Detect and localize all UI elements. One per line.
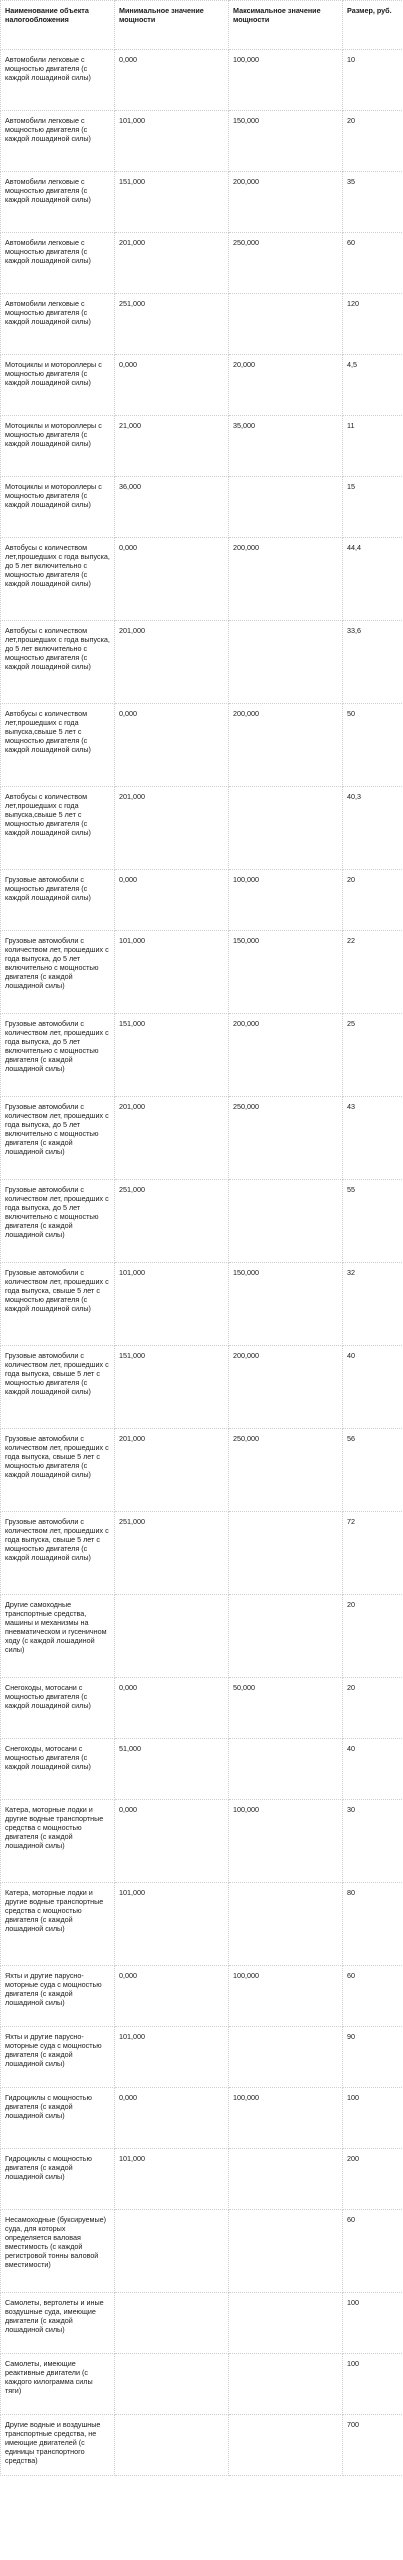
cell-rate: 35 [343, 172, 403, 233]
cell-object-name: Грузовые автомобили с количеством лет, прошедших с года выпуска, свыше 5 лет с мощностью двигателя (с каждой лошадиной силы) [1, 1512, 115, 1595]
table-row [1, 2210, 403, 2293]
cell-object-name: Автобусы с количеством лет,прошедших с года выпуска, до 5 лет включительно с мощностью двигателя (с каждой лошадиной силы) [1, 538, 115, 621]
cell-min-power: 101,000 [115, 931, 229, 1014]
table-row [1, 931, 403, 1014]
cell-min-power: 251,000 [115, 294, 229, 355]
cell-rate: 33,6 [343, 621, 403, 704]
table-row [1, 2027, 403, 2088]
cell-rate: 72 [343, 1512, 403, 1595]
table-row [1, 355, 403, 416]
cell-object-name: Яхты и другие парусно-моторные суда с мощностью двигателя (с каждой лошадиной силы) [1, 1966, 115, 2027]
cell-min-power: 101,000 [115, 2149, 229, 2210]
table-row [1, 870, 403, 931]
cell-min-power: 0,000 [115, 50, 229, 111]
cell-object-name: Грузовые автомобили с количеством лет, прошедших с года выпуска, свыше 5 лет с мощностью двигателя (с каждой лошадиной силы) [1, 1346, 115, 1429]
cell-object-name: Самолеты, имеющие реактивные двигатели (с каждого килограмма силы тяги) [1, 2354, 115, 2415]
cell-rate: 100 [343, 2293, 403, 2354]
cell-max-power: 35,000 [229, 416, 343, 477]
cell-max-power: 250,000 [229, 1429, 343, 1512]
cell-max-power [229, 2354, 343, 2415]
cell-rate: 43 [343, 1097, 403, 1180]
cell-rate: 44,4 [343, 538, 403, 621]
cell-max-power [229, 2210, 343, 2293]
table-row [1, 704, 403, 787]
cell-object-name: Мотоциклы и мотороллеры с мощностью двигателя (с каждой лошадиной силы) [1, 355, 115, 416]
cell-max-power [229, 1180, 343, 1263]
cell-object-name: Другие самоходные транспортные средства, машины и механизмы на пневматическом и гусеничном ходу (с каждой лошадиной силы) [1, 1595, 115, 1678]
cell-min-power: 0,000 [115, 2088, 229, 2149]
cell-object-name: Грузовые автомобили с количеством лет, прошедших с года выпуска, до 5 лет включительно с мощностью двигателя (с каждой лошадиной силы) [1, 931, 115, 1014]
cell-rate: 60 [343, 1966, 403, 2027]
cell-min-power: 51,000 [115, 1739, 229, 1800]
table-row [1, 1595, 403, 1678]
header-min-power: Минимальное значение мощности [115, 1, 229, 50]
cell-min-power: 201,000 [115, 1429, 229, 1512]
table-row [1, 1883, 403, 1966]
cell-rate: 80 [343, 1883, 403, 1966]
table-row [1, 50, 403, 111]
cell-max-power [229, 787, 343, 870]
cell-rate: 4,5 [343, 355, 403, 416]
header-rate: Размер, руб. [343, 1, 403, 50]
table-row [1, 416, 403, 477]
cell-rate: 120 [343, 294, 403, 355]
cell-min-power: 201,000 [115, 787, 229, 870]
cell-max-power [229, 1883, 343, 1966]
cell-max-power: 100,000 [229, 2088, 343, 2149]
cell-object-name: Автобусы с количеством лет,прошедших с года выпуска,свыше 5 лет с мощностью двигателя (с каждой лошадиной силы) [1, 787, 115, 870]
cell-object-name: Самолеты, вертолеты и иные воздушные суда, имеющие двигатели (с каждой лошадиной силы) [1, 2293, 115, 2354]
cell-object-name: Автобусы с количеством лет,прошедших с года выпуска,свыше 5 лет с мощностью двигателя (с каждой лошадиной силы) [1, 704, 115, 787]
cell-max-power [229, 294, 343, 355]
cell-rate: 200 [343, 2149, 403, 2210]
cell-min-power: 151,000 [115, 1014, 229, 1097]
cell-object-name: Автомобили легковые с мощностью двигателя (с каждой лошадиной силы) [1, 294, 115, 355]
cell-rate: 100 [343, 2354, 403, 2415]
table-row [1, 2088, 403, 2149]
cell-object-name: Катера, моторные лодки и другие водные транспортные средства с мощностью двигателя (с каждой лошадиной силы) [1, 1800, 115, 1883]
cell-min-power [115, 1595, 229, 1678]
cell-rate: 20 [343, 111, 403, 172]
header-object-name: Наименование объекта налогообложения [1, 1, 115, 50]
cell-min-power: 0,000 [115, 355, 229, 416]
table-row [1, 1097, 403, 1180]
cell-object-name: Грузовые автомобили с количеством лет, прошедших с года выпуска, свыше 5 лет с мощностью двигателя (с каждой лошадиной силы) [1, 1429, 115, 1512]
table-row [1, 172, 403, 233]
table-row [1, 1429, 403, 1512]
cell-rate: 40 [343, 1739, 403, 1800]
cell-rate: 20 [343, 1678, 403, 1739]
cell-rate: 700 [343, 2415, 403, 2476]
cell-rate: 25 [343, 1014, 403, 1097]
cell-max-power: 250,000 [229, 233, 343, 294]
cell-max-power [229, 477, 343, 538]
cell-object-name: Снегоходы, мотосани с мощностью двигателя (с каждой лошадиной силы) [1, 1678, 115, 1739]
cell-max-power: 200,000 [229, 538, 343, 621]
cell-max-power [229, 1595, 343, 1678]
cell-object-name: Грузовые автомобили с количеством лет, прошедших с года выпуска, до 5 лет включительно с мощностью двигателя (с каждой лошадиной силы) [1, 1180, 115, 1263]
cell-min-power: 151,000 [115, 1346, 229, 1429]
table-row [1, 1800, 403, 1883]
cell-min-power: 251,000 [115, 1512, 229, 1595]
cell-min-power: 201,000 [115, 1097, 229, 1180]
table-row [1, 2149, 403, 2210]
cell-max-power: 20,000 [229, 355, 343, 416]
cell-min-power: 36,000 [115, 477, 229, 538]
table-row [1, 1512, 403, 1595]
cell-max-power [229, 1739, 343, 1800]
table-header [1, 1, 403, 50]
table-row [1, 538, 403, 621]
cell-rate: 60 [343, 233, 403, 294]
cell-rate: 100 [343, 2088, 403, 2149]
table-row [1, 1739, 403, 1800]
cell-object-name: Грузовые автомобили с количеством лет, прошедших с года выпуска, до 5 лет включительно с мощностью двигателя (с каждой лошадиной силы) [1, 1097, 115, 1180]
table-row [1, 1678, 403, 1739]
cell-object-name: Грузовые автомобили с мощностью двигателя (с каждой лошадиной силы) [1, 870, 115, 931]
cell-rate: 10 [343, 50, 403, 111]
header-row [1, 1, 403, 50]
cell-object-name: Яхты и другие парусно-моторные суда с мощностью двигателя (с каждой лошадиной силы) [1, 2027, 115, 2088]
header-max-power: Максимальное значение мощности [229, 1, 343, 50]
cell-object-name: Автомобили легковые с мощностью двигателя (с каждой лошадиной силы) [1, 111, 115, 172]
cell-min-power: 251,000 [115, 1180, 229, 1263]
table-row [1, 2293, 403, 2354]
cell-min-power: 201,000 [115, 233, 229, 294]
table-row [1, 294, 403, 355]
cell-rate: 40,3 [343, 787, 403, 870]
cell-rate: 60 [343, 2210, 403, 2293]
cell-object-name: Грузовые автомобили с количеством лет, прошедших с года выпуска, свыше 5 лет с мощностью двигателя (с каждой лошадиной силы) [1, 1263, 115, 1346]
cell-min-power: 0,000 [115, 1966, 229, 2027]
cell-min-power: 101,000 [115, 111, 229, 172]
table-row [1, 477, 403, 538]
cell-rate: 40 [343, 1346, 403, 1429]
cell-object-name: Грузовые автомобили с количеством лет, прошедших с года выпуска, до 5 лет включительно с мощностью двигателя (с каждой лошадиной силы) [1, 1014, 115, 1097]
cell-object-name: Несамоходные (буксируемые) суда, для которых определяется валовая вместимость (с каждой регистровой тонны валовой вместимости) [1, 2210, 115, 2293]
cell-max-power [229, 2293, 343, 2354]
cell-rate: 20 [343, 870, 403, 931]
cell-max-power [229, 1512, 343, 1595]
cell-rate: 30 [343, 1800, 403, 1883]
cell-min-power: 0,000 [115, 870, 229, 931]
cell-object-name: Гидроциклы с мощностью двигателя (с каждой лошадиной силы) [1, 2149, 115, 2210]
cell-object-name: Автомобили легковые с мощностью двигателя (с каждой лошадиной силы) [1, 233, 115, 294]
table-row [1, 1263, 403, 1346]
cell-max-power: 150,000 [229, 111, 343, 172]
cell-min-power: 101,000 [115, 2027, 229, 2088]
cell-object-name: Другие водные и воздушные транспортные средства, не имеющие двигателей (с единицы транспортного средства) [1, 2415, 115, 2476]
cell-object-name: Автомобили легковые с мощностью двигателя (с каждой лошадиной силы) [1, 50, 115, 111]
cell-min-power [115, 2354, 229, 2415]
cell-rate: 15 [343, 477, 403, 538]
cell-rate: 20 [343, 1595, 403, 1678]
cell-max-power [229, 2415, 343, 2476]
cell-rate: 22 [343, 931, 403, 1014]
cell-object-name: Мотоциклы и мотороллеры с мощностью двигателя (с каждой лошадиной силы) [1, 477, 115, 538]
cell-max-power [229, 2027, 343, 2088]
table-row [1, 2415, 403, 2476]
table-row [1, 2354, 403, 2415]
cell-max-power [229, 2149, 343, 2210]
cell-min-power: 201,000 [115, 621, 229, 704]
cell-max-power: 100,000 [229, 870, 343, 931]
cell-rate: 32 [343, 1263, 403, 1346]
cell-rate: 55 [343, 1180, 403, 1263]
cell-object-name: Автобусы с количеством лет,прошедших с года выпуска, до 5 лет включительно с мощностью двигателя (с каждой лошадиной силы) [1, 621, 115, 704]
cell-max-power: 250,000 [229, 1097, 343, 1180]
table-row [1, 111, 403, 172]
table-row [1, 1180, 403, 1263]
cell-max-power: 100,000 [229, 50, 343, 111]
cell-min-power: 101,000 [115, 1263, 229, 1346]
table-body [1, 50, 403, 2476]
cell-rate: 11 [343, 416, 403, 477]
cell-min-power: 0,000 [115, 1678, 229, 1739]
cell-object-name: Снегоходы, мотосани с мощностью двигателя (с каждой лошадиной силы) [1, 1739, 115, 1800]
cell-min-power: 0,000 [115, 1800, 229, 1883]
cell-min-power: 21,000 [115, 416, 229, 477]
cell-object-name: Гидроциклы с мощностью двигателя (с каждой лошадиной силы) [1, 2088, 115, 2149]
cell-max-power: 150,000 [229, 931, 343, 1014]
cell-rate: 56 [343, 1429, 403, 1512]
cell-rate: 50 [343, 704, 403, 787]
table-row [1, 1966, 403, 2027]
cell-max-power: 200,000 [229, 172, 343, 233]
table-row [1, 233, 403, 294]
table-row [1, 1346, 403, 1429]
cell-object-name: Мотоциклы и мотороллеры с мощностью двигателя (с каждой лошадиной силы) [1, 416, 115, 477]
cell-max-power: 200,000 [229, 1346, 343, 1429]
cell-max-power: 100,000 [229, 1966, 343, 2027]
cell-min-power [115, 2415, 229, 2476]
cell-min-power: 151,000 [115, 172, 229, 233]
cell-rate: 90 [343, 2027, 403, 2088]
cell-min-power [115, 2293, 229, 2354]
cell-max-power: 50,000 [229, 1678, 343, 1739]
table-row [1, 621, 403, 704]
cell-object-name: Автомобили легковые с мощностью двигателя (с каждой лошадиной силы) [1, 172, 115, 233]
cell-max-power: 100,000 [229, 1800, 343, 1883]
cell-min-power: 101,000 [115, 1883, 229, 1966]
cell-max-power: 200,000 [229, 1014, 343, 1097]
cell-max-power [229, 621, 343, 704]
table-row [1, 787, 403, 870]
cell-object-name: Катера, моторные лодки и другие водные транспортные средства с мощностью двигателя (с каждой лошадиной силы) [1, 1883, 115, 1966]
cell-max-power: 200,000 [229, 704, 343, 787]
table-row [1, 1014, 403, 1097]
cell-max-power: 150,000 [229, 1263, 343, 1346]
cell-min-power [115, 2210, 229, 2293]
cell-min-power: 0,000 [115, 704, 229, 787]
cell-min-power: 0,000 [115, 538, 229, 621]
